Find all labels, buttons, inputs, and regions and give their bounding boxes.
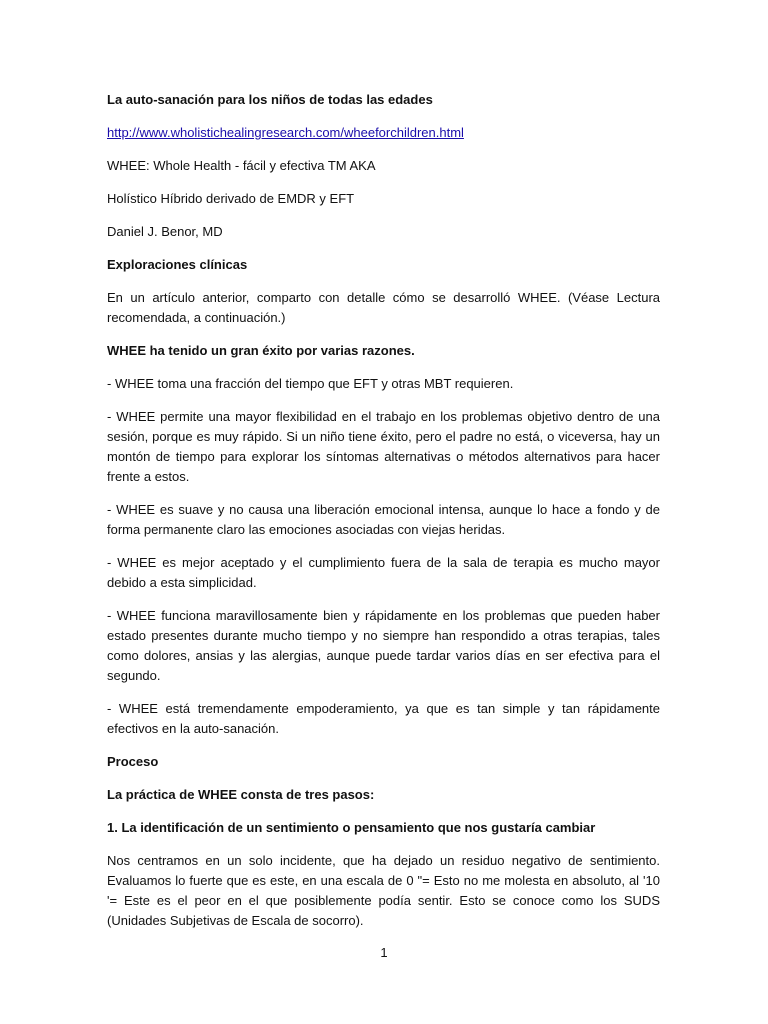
reason-item: - WHEE permite una mayor flexibilidad en el trabajo en los problemas objetivo dentro de una sesión, porque es muy rápido. Si un niño tiene éxito, pero el padre no está, o viceversa, hay un montón de tiempo para explorar los síntomas alternativas o métodos alternativos para hacer frente a estos. bbox=[107, 409, 660, 484]
document-title: La auto-sanación para los niños de todas las edades bbox=[107, 92, 433, 107]
reason-item: - WHEE toma una fracción del tiempo que EFT y otras MBT requieren. bbox=[107, 376, 514, 391]
reason-item: - WHEE es mejor aceptado y el cumplimiento fuera de la sala de terapia es mucho mayor debido a esta simplicidad. bbox=[107, 555, 660, 590]
subtitle-line-2: Holístico Híbrido derivado de EMDR y EFT bbox=[107, 191, 355, 206]
step-1-heading: 1. La identificación de un sentimiento o pensamiento que nos gustaría cambiar bbox=[107, 820, 596, 835]
intro-paragraph: En un artículo anterior, comparto con detalle cómo se desarrolló WHEE. (Véase Lectura recomendada, a continuación.) bbox=[107, 290, 660, 325]
section-heading-explorations: Exploraciones clínicas bbox=[107, 257, 248, 272]
subtitle-line-1: WHEE: Whole Health - fácil y efectiva TM AKA bbox=[107, 158, 376, 173]
practice-heading: La práctica de WHEE consta de tres pasos: bbox=[107, 787, 375, 802]
reason-item: - WHEE es suave y no causa una liberación emocional intensa, aunque lo hace a fondo y de forma permanente claro las emociones asociadas con viejas heridas. bbox=[107, 502, 660, 537]
section-heading-process: Proceso bbox=[107, 754, 159, 769]
source-link[interactable]: http://www.wholistichealingresearch.com/wheeforchildren.html bbox=[107, 125, 464, 140]
reasons-heading: WHEE ha tenido un gran éxito por varias razones. bbox=[107, 343, 415, 358]
page-number: 1 bbox=[380, 945, 388, 960]
document-page bbox=[107, 90, 660, 944]
reason-item: - WHEE funciona maravillosamente bien y rápidamente en los problemas que pueden haber estado presentes durante mucho tiempo y no siempre han respondido a otras terapias, tales como dolores, ansias y las alergias, aunque puede tardar varios días en ser efectiva para el segundo. bbox=[107, 608, 660, 683]
reason-item: - WHEE está tremendamente empoderamiento, ya que es tan simple y tan rápidamente efectivos en la auto-sanación. bbox=[107, 701, 660, 736]
step-1-paragraph: Nos centramos en un solo incidente, que ha dejado un residuo negativo de sentimiento. Evaluamos lo fuerte que es este, en una escala de 0 "= Esto no me molesta en absoluto, al '10 '= Este es el peor en el que posiblemente podía sentir. Esto se conoce como los SUDS (Unidades Subjetivas de Escala de socorro). bbox=[107, 853, 660, 928]
author-line: Daniel J. Benor, MD bbox=[107, 224, 223, 239]
